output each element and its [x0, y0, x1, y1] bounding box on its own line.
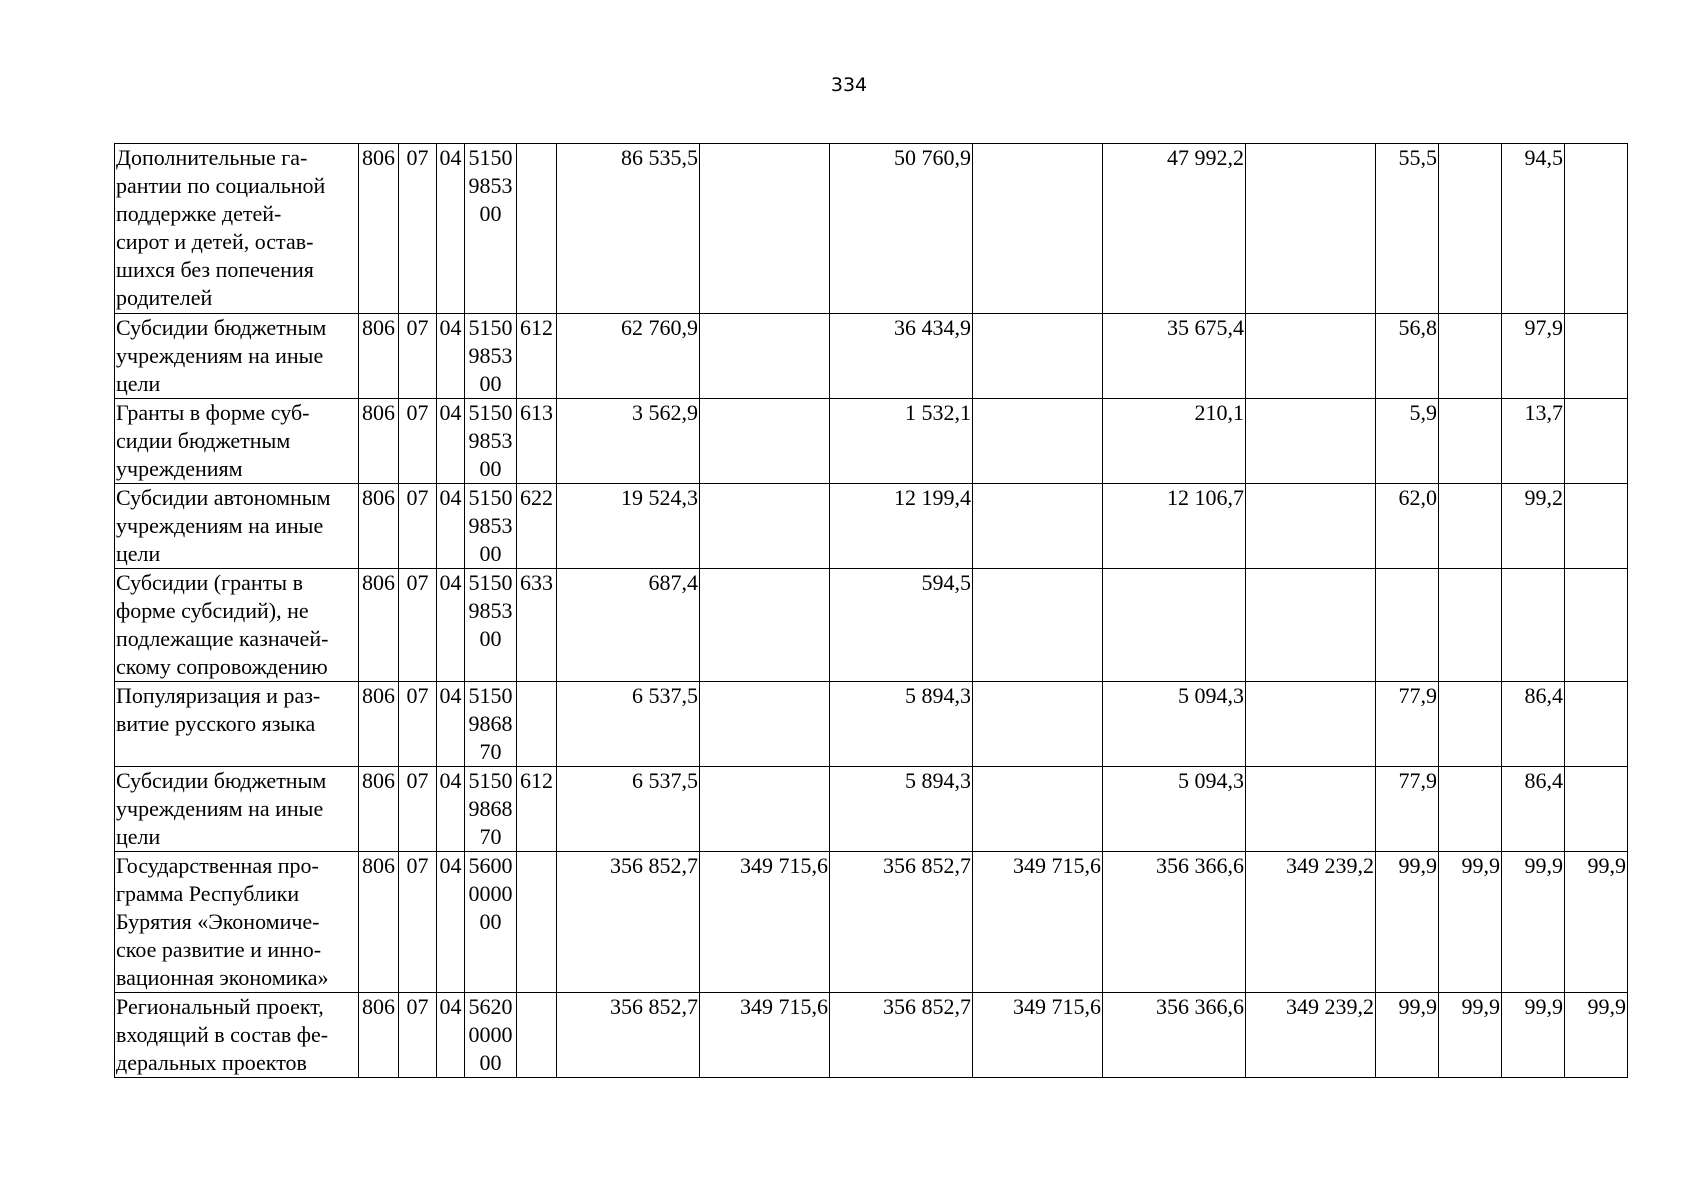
- subsection-code: 04: [437, 399, 465, 484]
- row-name: Региональный проект, входящий в состав фе- деральных проектов: [115, 993, 359, 1078]
- section-code: 07: [399, 852, 437, 993]
- row-name: Субсидии автономным учреждениям на иные цели: [115, 484, 359, 569]
- percent-4: [1565, 682, 1628, 767]
- grbs-code: 806: [359, 682, 399, 767]
- expense-type-code: 633: [517, 569, 557, 682]
- value-3: 5 894,3: [830, 682, 973, 767]
- section-code: 07: [399, 682, 437, 767]
- percent-1: 77,9: [1376, 767, 1439, 852]
- target-article-code: 5150 9853 00: [465, 399, 517, 484]
- grbs-code: 806: [359, 767, 399, 852]
- value-2: [700, 484, 830, 569]
- row-name: Государственная про- грамма Республики Бурятия «Экономиче- ское развитие и инно- вационная экономика»: [115, 852, 359, 993]
- value-5: 5 094,3: [1103, 767, 1246, 852]
- value-1: 6 537,5: [557, 767, 700, 852]
- percent-4: [1565, 484, 1628, 569]
- table-row: [115, 682, 1628, 767]
- section-code: 07: [399, 399, 437, 484]
- value-2: 349 715,6: [700, 852, 830, 993]
- grbs-code: 806: [359, 484, 399, 569]
- percent-1: 5,9: [1376, 399, 1439, 484]
- table-row: [115, 399, 1628, 484]
- subsection-code: 04: [437, 682, 465, 767]
- value-5: 12 106,7: [1103, 484, 1246, 569]
- value-6: [1246, 569, 1376, 682]
- value-1: 687,4: [557, 569, 700, 682]
- value-2: [700, 767, 830, 852]
- percent-3: 13,7: [1502, 399, 1565, 484]
- value-5: 5 094,3: [1103, 682, 1246, 767]
- subsection-code: 04: [437, 569, 465, 682]
- subsection-code: 04: [437, 767, 465, 852]
- row-name: Гранты в форме суб- сидии бюджетным учреждениям: [115, 399, 359, 484]
- value-4: 349 715,6: [973, 852, 1103, 993]
- value-2: [700, 314, 830, 399]
- value-4: [973, 484, 1103, 569]
- expense-type-code: 612: [517, 767, 557, 852]
- percent-3: 99,9: [1502, 993, 1565, 1078]
- value-1: 3 562,9: [557, 399, 700, 484]
- percent-1: 62,0: [1376, 484, 1439, 569]
- value-5: 356 366,6: [1103, 993, 1246, 1078]
- subsection-code: 04: [437, 852, 465, 993]
- value-6: [1246, 144, 1376, 314]
- percent-3: [1502, 569, 1565, 682]
- percent-2: [1439, 569, 1502, 682]
- grbs-code: 806: [359, 852, 399, 993]
- percent-1: 77,9: [1376, 682, 1439, 767]
- target-article-code: 5150 9853 00: [465, 144, 517, 314]
- percent-2: [1439, 144, 1502, 314]
- target-article-code: 5150 9868 70: [465, 682, 517, 767]
- table-row: [115, 484, 1628, 569]
- value-6: 349 239,2: [1246, 852, 1376, 993]
- percent-4: [1565, 399, 1628, 484]
- subsection-code: 04: [437, 144, 465, 314]
- grbs-code: 806: [359, 569, 399, 682]
- percent-4: [1565, 144, 1628, 314]
- percent-1: 56,8: [1376, 314, 1439, 399]
- value-6: [1246, 399, 1376, 484]
- section-code: 07: [399, 314, 437, 399]
- expense-type-code: 613: [517, 399, 557, 484]
- value-5: 210,1: [1103, 399, 1246, 484]
- table-row: [115, 767, 1628, 852]
- percent-1: [1376, 569, 1439, 682]
- budget-table: [114, 143, 1628, 1078]
- expense-type-code: [517, 993, 557, 1078]
- value-3: 5 894,3: [830, 767, 973, 852]
- expense-type-code: [517, 682, 557, 767]
- section-code: 07: [399, 767, 437, 852]
- percent-4: 99,9: [1565, 993, 1628, 1078]
- value-6: 349 239,2: [1246, 993, 1376, 1078]
- table-row: [115, 852, 1628, 993]
- target-article-code: 5150 9853 00: [465, 484, 517, 569]
- value-2: [700, 569, 830, 682]
- table-row: [115, 569, 1628, 682]
- percent-3: 97,9: [1502, 314, 1565, 399]
- percent-4: 99,9: [1565, 852, 1628, 993]
- value-1: 19 524,3: [557, 484, 700, 569]
- table-body: [115, 144, 1628, 1078]
- value-4: [973, 682, 1103, 767]
- value-1: 356 852,7: [557, 993, 700, 1078]
- percent-3: 86,4: [1502, 767, 1565, 852]
- percent-3: 99,9: [1502, 852, 1565, 993]
- percent-1: 99,9: [1376, 993, 1439, 1078]
- value-3: 12 199,4: [830, 484, 973, 569]
- expense-type-code: 622: [517, 484, 557, 569]
- percent-2: [1439, 767, 1502, 852]
- value-1: 356 852,7: [557, 852, 700, 993]
- value-5: [1103, 569, 1246, 682]
- target-article-code: 5600 0000 00: [465, 852, 517, 993]
- table-row: [115, 993, 1628, 1078]
- value-2: [700, 399, 830, 484]
- value-2: 349 715,6: [700, 993, 830, 1078]
- percent-2: [1439, 314, 1502, 399]
- value-6: [1246, 767, 1376, 852]
- value-5: 356 366,6: [1103, 852, 1246, 993]
- target-article-code: 5150 9853 00: [465, 314, 517, 399]
- percent-3: 86,4: [1502, 682, 1565, 767]
- expense-type-code: [517, 144, 557, 314]
- percent-4: [1565, 569, 1628, 682]
- value-6: [1246, 682, 1376, 767]
- percent-3: 94,5: [1502, 144, 1565, 314]
- percent-3: 99,2: [1502, 484, 1565, 569]
- value-4: [973, 399, 1103, 484]
- section-code: 07: [399, 144, 437, 314]
- percent-2: [1439, 682, 1502, 767]
- percent-4: [1565, 767, 1628, 852]
- value-6: [1246, 484, 1376, 569]
- value-3: 36 434,9: [830, 314, 973, 399]
- value-3: 594,5: [830, 569, 973, 682]
- row-name: Дополнительные га- рантии по социальной поддержке детей- сирот и детей, остав- шихся без попечения родителей: [115, 144, 359, 314]
- value-3: 356 852,7: [830, 993, 973, 1078]
- row-name: Субсидии бюджетным учреждениям на иные цели: [115, 767, 359, 852]
- value-1: 62 760,9: [557, 314, 700, 399]
- percent-4: [1565, 314, 1628, 399]
- page-number: 334: [830, 74, 868, 96]
- value-4: [973, 314, 1103, 399]
- grbs-code: 806: [359, 399, 399, 484]
- expense-type-code: [517, 852, 557, 993]
- value-5: 35 675,4: [1103, 314, 1246, 399]
- value-1: 86 535,5: [557, 144, 700, 314]
- section-code: 07: [399, 569, 437, 682]
- subsection-code: 04: [437, 993, 465, 1078]
- value-3: 50 760,9: [830, 144, 973, 314]
- percent-1: 55,5: [1376, 144, 1439, 314]
- value-4: [973, 767, 1103, 852]
- percent-2: [1439, 484, 1502, 569]
- section-code: 07: [399, 484, 437, 569]
- subsection-code: 04: [437, 314, 465, 399]
- grbs-code: 806: [359, 993, 399, 1078]
- value-2: [700, 682, 830, 767]
- grbs-code: 806: [359, 144, 399, 314]
- value-6: [1246, 314, 1376, 399]
- value-4: 349 715,6: [973, 993, 1103, 1078]
- value-1: 6 537,5: [557, 682, 700, 767]
- value-2: [700, 144, 830, 314]
- value-4: [973, 569, 1103, 682]
- percent-2: 99,9: [1439, 852, 1502, 993]
- grbs-code: 806: [359, 314, 399, 399]
- expense-type-code: 612: [517, 314, 557, 399]
- percent-2: [1439, 399, 1502, 484]
- row-name: Субсидии (гранты в форме субсидий), не подлежащие казначей- скому сопровождению: [115, 569, 359, 682]
- percent-2: 99,9: [1439, 993, 1502, 1078]
- value-4: [973, 144, 1103, 314]
- target-article-code: 5150 9853 00: [465, 569, 517, 682]
- table-row: [115, 144, 1628, 314]
- value-5: 47 992,2: [1103, 144, 1246, 314]
- percent-1: 99,9: [1376, 852, 1439, 993]
- target-article-code: 5150 9868 70: [465, 767, 517, 852]
- target-article-code: 5620 0000 00: [465, 993, 517, 1078]
- value-3: 356 852,7: [830, 852, 973, 993]
- row-name: Популяризация и раз- витие русского языка: [115, 682, 359, 767]
- row-name: Субсидии бюджетным учреждениям на иные цели: [115, 314, 359, 399]
- section-code: 07: [399, 993, 437, 1078]
- subsection-code: 04: [437, 484, 465, 569]
- value-3: 1 532,1: [830, 399, 973, 484]
- table-row: [115, 314, 1628, 399]
